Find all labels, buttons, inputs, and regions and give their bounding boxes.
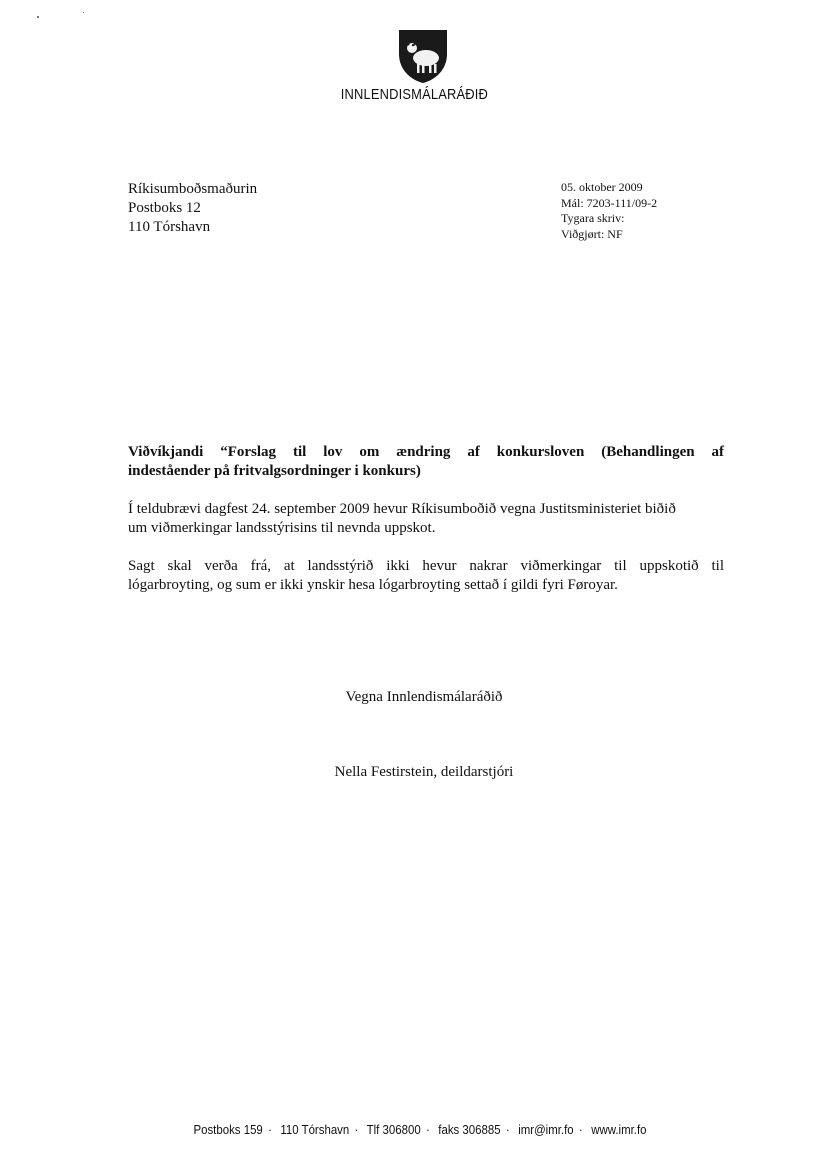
- paragraph-2-line-1: Sagt skal verða frá, at landsstýrið ikki hevur nakrar viðmerkingar til uppskotið til: [128, 558, 724, 574]
- footer-phone: Tlf 306800: [366, 1122, 421, 1137]
- footer-contact: [50, 1122, 789, 1137]
- recipient-name: Ríkisumboðsmaðurin: [128, 181, 258, 197]
- footer-separator: ·: [425, 1122, 430, 1137]
- paragraph-1-line-2: um viðmerkingar landsstýrisins til nevnda uppskot.: [128, 520, 436, 536]
- ministry-name: INNLENDISMÁLARÁÐIÐ: [340, 86, 488, 103]
- scan-speck: [83, 12, 84, 13]
- footer-separator: ·: [268, 1122, 272, 1137]
- footer-email[interactable]: imr@imr.fo: [518, 1122, 574, 1137]
- recipient-street: Postboks 12: [128, 200, 201, 216]
- paragraph-2-line-2: lógarbroyting, og sum er ikki ynskir hesa lógarbroyting settað í gildi fyri Føroyar.: [128, 577, 618, 593]
- footer-address: Postboks 159: [193, 1122, 263, 1137]
- closing-line: Vegna Innlendismálaráðið: [345, 689, 503, 705]
- subject-line-1: Viðvíkjandi “Forslag til lov om ændring af konkursloven (Behandlingen af: [128, 444, 724, 460]
- footer-fax: faks 306885: [438, 1122, 501, 1137]
- recipient-city: 110 Tórshavn: [128, 219, 211, 235]
- paragraph-1-line-1: Í teldubrævi dagfest 24. september 2009 hevur Ríkisumboðið vegna Justitsministeriet biðið: [128, 501, 676, 517]
- footer-city: 110 Tórshavn: [280, 1122, 350, 1137]
- quote-reference: Tygara skriv:: [561, 211, 625, 225]
- body-paragraph-2: [128, 557, 724, 595]
- ram-crest-icon: [395, 28, 451, 84]
- scan-speck: [37, 16, 39, 18]
- subject-heading: [128, 443, 724, 481]
- handled-by: Viðgjørt: NF: [561, 226, 623, 241]
- signer-name: Nella Festirstein, deildarstjóri: [334, 764, 514, 780]
- body-paragraph-1: [128, 500, 724, 538]
- letter-metadata: [561, 180, 657, 242]
- footer-separator: ·: [354, 1122, 359, 1137]
- case-number: Mál: 7203-111/09-2: [561, 195, 658, 210]
- subject-line-2: indeståender på fritvalgsordninger i konkurs): [128, 463, 421, 479]
- recipient-address: [128, 180, 257, 237]
- letter-date: 05. oktober 2009: [561, 180, 643, 194]
- footer-website[interactable]: www.imr.fo: [591, 1122, 647, 1137]
- footer-separator: ·: [578, 1122, 583, 1137]
- footer-separator: ·: [505, 1122, 510, 1137]
